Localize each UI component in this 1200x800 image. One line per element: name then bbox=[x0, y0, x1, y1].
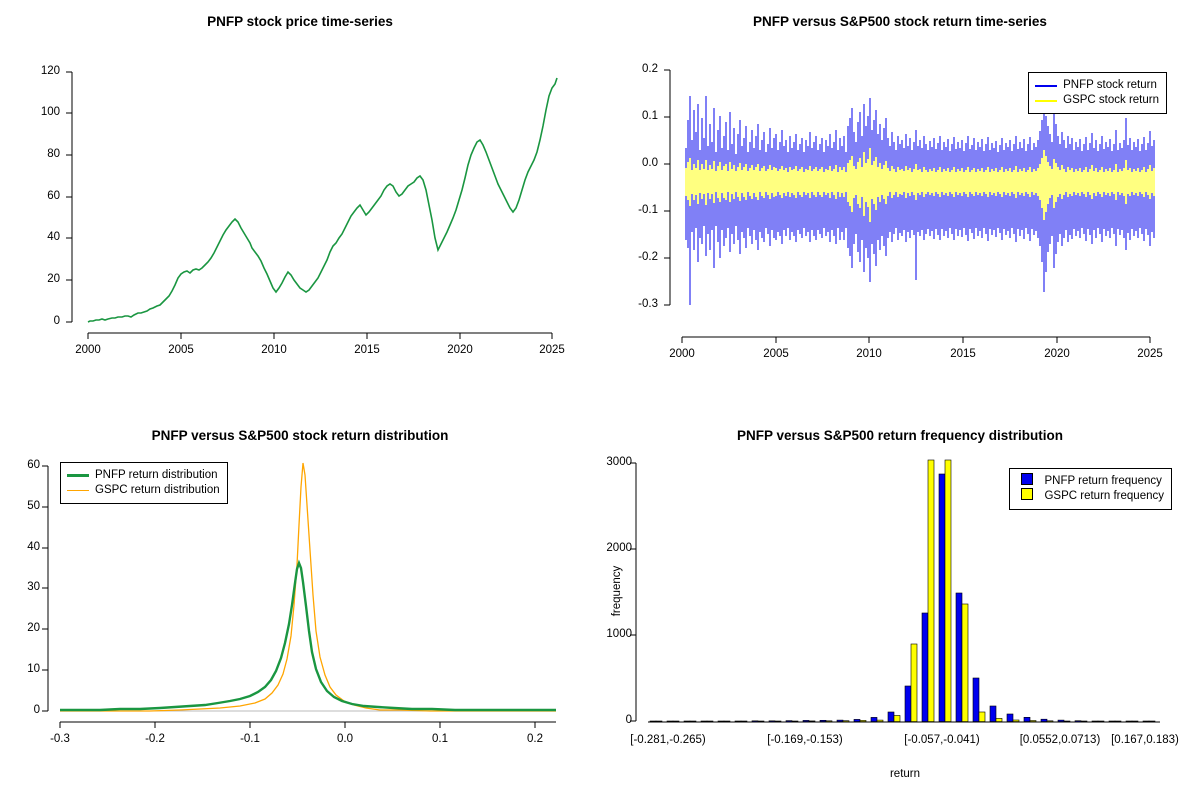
density-ytick-4: 40 bbox=[27, 541, 40, 553]
price-xtick-5: 2025 bbox=[539, 344, 565, 356]
price-series-line bbox=[88, 78, 557, 322]
freq-xaxis-label: return bbox=[889, 768, 921, 780]
freq-ytick-2: 2000 bbox=[606, 542, 632, 554]
legend-return-frequency bbox=[1009, 468, 1172, 510]
panel-title-price: PNFP stock price time-series bbox=[207, 14, 393, 29]
panel-pnfp-price-timeseries bbox=[0, 0, 600, 400]
density-ytick-6: 60 bbox=[27, 459, 40, 471]
legend-key-pnfp-return-line bbox=[1035, 85, 1057, 87]
freq-xtick-1: [-0.169,-0.153) bbox=[767, 734, 843, 746]
density-xtick-1: -0.2 bbox=[145, 733, 165, 745]
legend-row-gspc-distribution bbox=[67, 483, 220, 498]
density-ytick-5: 50 bbox=[27, 500, 40, 512]
price-ytick-6: 120 bbox=[40, 65, 60, 77]
pnfp-return-spikes bbox=[686, 96, 1154, 305]
price-ytick-4: 80 bbox=[47, 148, 60, 160]
legend-row-gspc-return bbox=[1035, 93, 1159, 108]
freq-xtick-0: [-0.281,-0.265) bbox=[630, 734, 706, 746]
retts-xtick-4: 2020 bbox=[1044, 348, 1070, 360]
retts-ytick-2: -0.1 bbox=[638, 204, 658, 216]
price-ytick-5: 100 bbox=[40, 106, 60, 118]
price-xtick-1: 2005 bbox=[168, 344, 194, 356]
retts-xtick-3: 2015 bbox=[950, 348, 976, 360]
retts-xtick-1: 2005 bbox=[763, 348, 789, 360]
freq-xtick-2: [-0.057,-0.041) bbox=[904, 734, 980, 746]
price-plot-svg bbox=[0, 0, 600, 400]
panel-return-timeseries bbox=[600, 0, 1200, 400]
density-xtick-2: -0.1 bbox=[240, 733, 260, 745]
price-ytick-3: 60 bbox=[47, 190, 60, 202]
density-xtick-0: -0.3 bbox=[50, 733, 70, 745]
retts-xtick-5: 2025 bbox=[1137, 348, 1163, 360]
pnfp-density-line bbox=[60, 563, 556, 710]
freq-ytick-3: 3000 bbox=[606, 456, 632, 468]
panel-title-return-frequency: PNFP versus S&P500 return frequency distribution bbox=[736, 428, 1064, 443]
legend-return-timeseries bbox=[1028, 72, 1167, 114]
legend-label-gspc-return: GSPC stock return bbox=[1063, 94, 1159, 106]
legend-key-gspc-return-line bbox=[1035, 100, 1057, 102]
freq-xtick-4: [0.167,0.183) bbox=[1111, 734, 1179, 746]
legend-row-pnfp-frequency bbox=[1016, 474, 1164, 489]
price-xtick-4: 2020 bbox=[447, 344, 473, 356]
panel-return-frequency bbox=[600, 400, 1200, 800]
legend-key-pnfp-distribution-line bbox=[67, 474, 89, 477]
price-xtick-3: 2015 bbox=[354, 344, 380, 356]
density-ytick-2: 20 bbox=[27, 622, 40, 634]
density-ytick-0: 0 bbox=[33, 704, 40, 716]
return-ts-series-group bbox=[686, 96, 1154, 305]
legend-row-gspc-frequency bbox=[1016, 489, 1164, 504]
density-ytick-3: 30 bbox=[27, 581, 40, 593]
legend-row-pnfp-distribution bbox=[67, 468, 220, 483]
retts-ytick-3: 0.0 bbox=[642, 157, 658, 169]
freq-xtick-3: [0.0552,0.0713) bbox=[1019, 734, 1101, 746]
legend-label-pnfp-return: PNFP stock return bbox=[1063, 79, 1157, 91]
legend-key-gspc-frequency-box bbox=[1016, 488, 1038, 505]
density-xtick-4: 0.1 bbox=[432, 733, 448, 745]
price-ytick-0: 0 bbox=[53, 315, 60, 327]
density-xtick-3: 0.0 bbox=[337, 733, 353, 745]
price-ytick-1: 20 bbox=[47, 273, 60, 285]
legend-label-pnfp-frequency: PNFP return frequency bbox=[1044, 475, 1162, 487]
legend-return-distribution bbox=[60, 462, 228, 504]
freq-yaxis-label: frequency bbox=[611, 565, 623, 617]
panel-return-distribution bbox=[0, 400, 600, 800]
density-xtick-5: 0.2 bbox=[527, 733, 543, 745]
retts-xtick-0: 2000 bbox=[669, 348, 695, 360]
retts-xtick-2: 2010 bbox=[856, 348, 882, 360]
retts-ytick-5: 0.2 bbox=[642, 63, 658, 75]
freq-ytick-0: 0 bbox=[625, 714, 632, 726]
legend-label-gspc-distribution: GSPC return distribution bbox=[95, 484, 220, 496]
legend-label-gspc-frequency: GSPC return frequency bbox=[1044, 490, 1164, 502]
price-xtick-2: 2010 bbox=[261, 344, 287, 356]
density-ytick-1: 10 bbox=[27, 663, 40, 675]
panel-title-return-ts: PNFP versus S&P500 stock return time-series bbox=[753, 14, 1047, 29]
price-ytick-2: 40 bbox=[47, 231, 60, 243]
freq-ytick-1: 1000 bbox=[606, 628, 632, 640]
return-ts-plot-svg bbox=[600, 0, 1200, 400]
legend-key-gspc-distribution-line bbox=[67, 490, 89, 491]
retts-ytick-0: -0.3 bbox=[638, 298, 658, 310]
panel-title-return-density: PNFP versus S&P500 stock return distribution bbox=[151, 428, 449, 443]
legend-label-pnfp-distribution: PNFP return distribution bbox=[95, 469, 218, 481]
retts-ytick-1: -0.2 bbox=[638, 251, 658, 263]
price-xtick-0: 2000 bbox=[75, 344, 101, 356]
retts-ytick-4: 0.1 bbox=[642, 110, 658, 122]
legend-row-pnfp-return bbox=[1035, 78, 1159, 93]
